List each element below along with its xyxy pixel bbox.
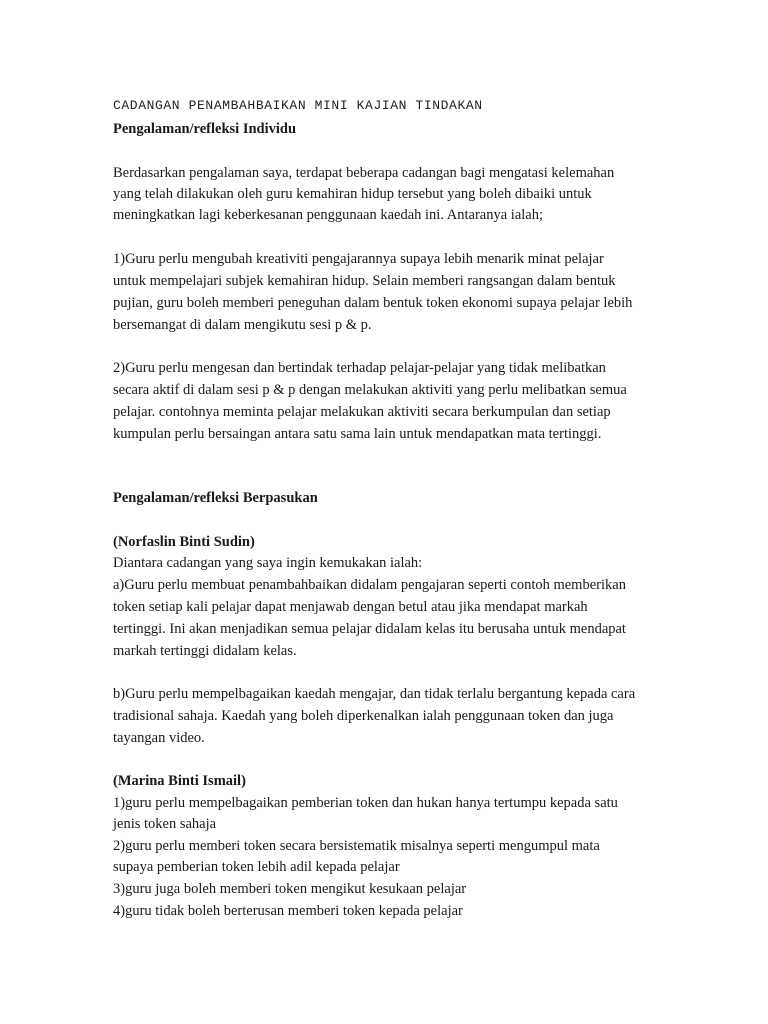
member1-a-line: token setiap kali pelajar dapat menjawab dengan betul atau jika mendapat markah: [113, 599, 588, 615]
point2-line: pelajar. contohnya meminta pelajar melakukan aktiviti secara berkumpulan dan setiap: [113, 404, 611, 420]
intro-line: Berdasarkan pengalaman saya, terdapat beberapa cadangan bagi mengatasi kelemahan: [113, 165, 615, 181]
member2-line: 1)guru perlu mempelbagaikan pemberian token dan hukan hanya tertumpu kepada satu: [113, 795, 618, 811]
individual-heading: Pengalaman/refleksi Individu: [113, 121, 297, 137]
point2-line: kumpulan perlu bersaingan antara satu sama lain untuk mendapatkan mata tertinggi.: [113, 426, 602, 442]
point1-line: 1)Guru perlu mengubah kreativiti pengajarannya supaya lebih menarik minat pelajar: [113, 251, 604, 267]
intro-line: yang telah dilakukan oleh guru kemahiran hidup tersebut yang boleh dibaiki untuk: [113, 186, 592, 202]
member2-line: 4)guru tidak boleh berterusan memberi token kepada pelajar: [113, 903, 463, 919]
point1-line: bersemangat di dalam mengikutu sesi p & p.: [113, 317, 372, 333]
member1-a-line: markah tertinggi didalam kelas.: [113, 643, 297, 659]
point2-line: 2)Guru perlu mengesan dan bertindak terhadap pelajar-pelajar yang tidak melibatkan: [113, 360, 606, 376]
member1-intro: Diantara cadangan yang saya ingin kemukakan ialah:: [113, 555, 423, 571]
group-heading: Pengalaman/refleksi Berpasukan: [113, 490, 318, 506]
member1-b-line: tradisional sahaja. Kaedah yang boleh diperkenalkan ialah penggunaan token dan juga: [113, 708, 614, 724]
member1-b-line: tayangan video.: [113, 730, 205, 746]
intro-line: meningkatkan lagi keberkesanan penggunaan kaedah ini. Antaranya ialah;: [113, 207, 544, 223]
member2-line: supaya pemberian token lebih adil kepada pelajar: [113, 859, 400, 875]
member2-line: 2)guru perlu memberi token secara bersistematik misalnya seperti mengumpul mata: [113, 838, 600, 854]
point1-line: pujian, guru boleh memberi peneguhan dalam bentuk token ekonomi supaya pelajar lebih: [113, 295, 633, 311]
member2-line: 3)guru juga boleh memberi token mengikut kesukaan pelajar: [113, 881, 467, 897]
member1-a-line: a)Guru perlu membuat penambahbaikan didalam pengajaran seperti contoh memberikan: [113, 577, 626, 593]
document-title: CADANGAN PENAMBAHBAIKAN MINI KAJIAN TINDAKAN: [113, 98, 483, 113]
member1-name: (Norfaslin Binti Sudin): [113, 534, 255, 550]
member2-line: jenis token sahaja: [113, 816, 217, 832]
point2-line: secara aktif di dalam sesi p & p dengan melakukan aktiviti yang perlu melibatkan semua: [113, 382, 627, 398]
member1-b-line: b)Guru perlu mempelbagaikan kaedah mengajar, dan tidak terlalu bergantung kepada cara: [113, 686, 636, 702]
member1-a-line: tertinggi. Ini akan menjadikan semua pelajar didalam kelas itu berusaha untuk mendapat: [113, 621, 626, 637]
member2-name: (Marina Binti Ismail): [113, 773, 246, 789]
point1-line: untuk mempelajari subjek kemahiran hidup. Selain memberi rangsangan dalam bentuk: [113, 273, 616, 289]
